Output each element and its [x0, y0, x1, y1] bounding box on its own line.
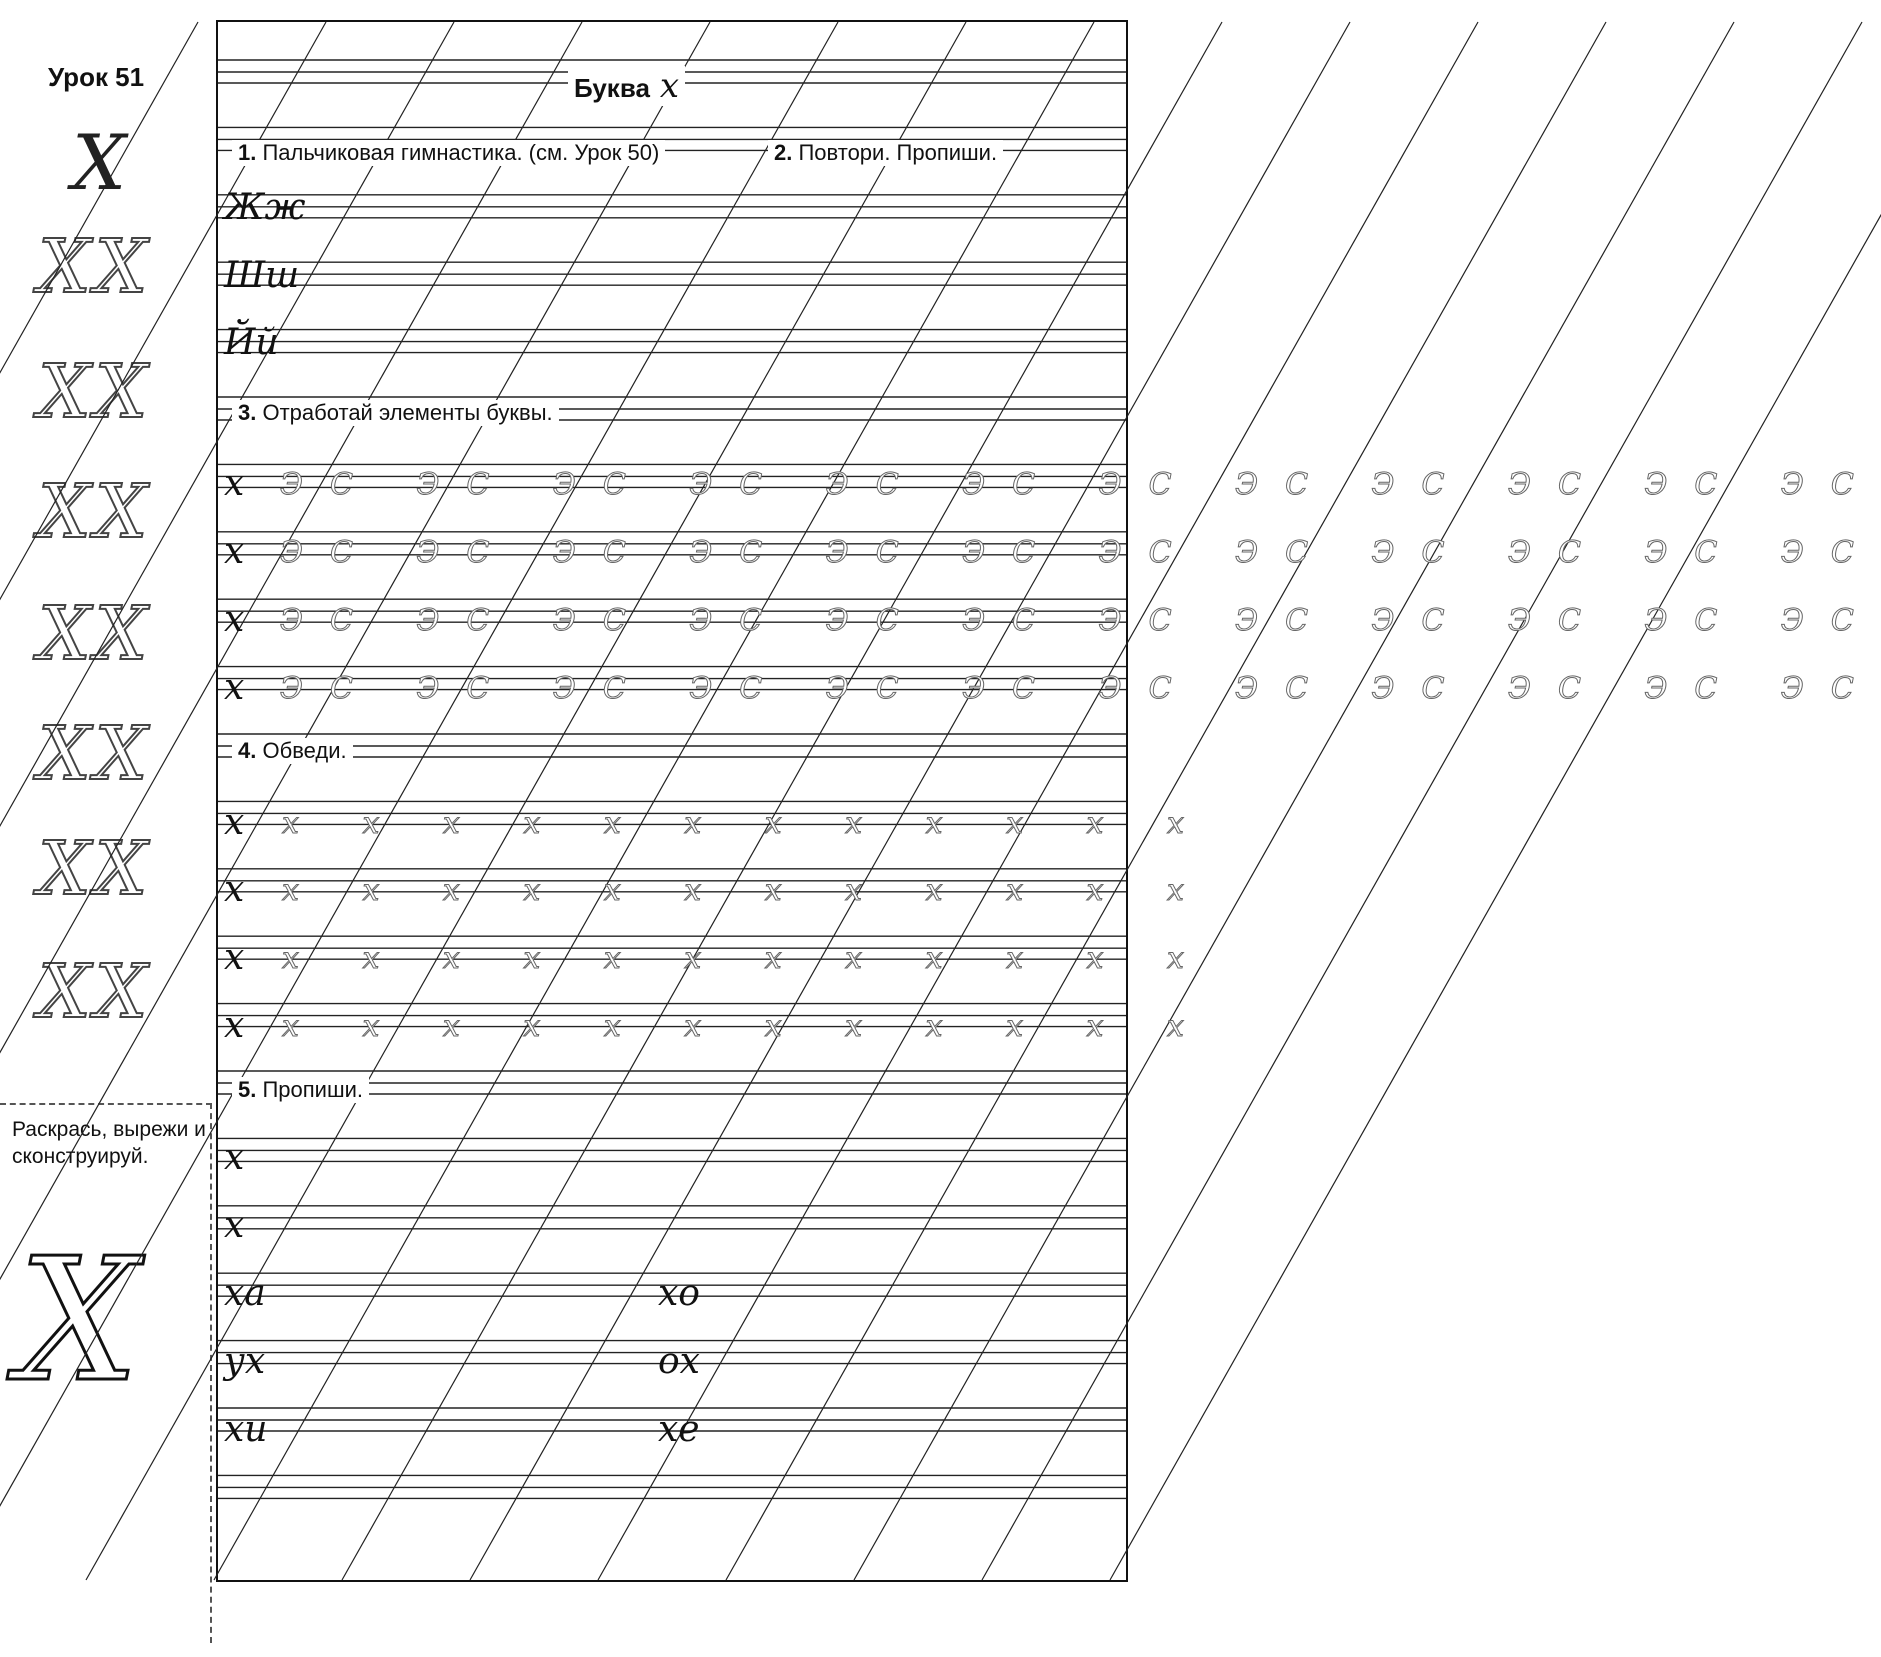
repeat-row-letters: Шш — [224, 255, 300, 296]
write-row-right: хе — [658, 1409, 700, 1450]
trace-row: х х х х х х х х х х х х — [282, 806, 1211, 841]
write-row-left: ха — [224, 1273, 266, 1314]
trace-row: х х х х х х х х х х х х — [282, 941, 1211, 976]
write-row-right: хо — [658, 1273, 700, 1314]
repeat-row-letters: Жж — [224, 187, 306, 228]
practice-letters: ХХ — [38, 469, 152, 555]
heading-letter: х — [659, 66, 680, 106]
practice-letters: ХХ — [38, 826, 152, 912]
element-trace-row: ЭС ЭС ЭС ЭС ЭС ЭС ЭС ЭС ЭС ЭС ЭС ЭС — [280, 603, 1881, 638]
task-1-label — [232, 140, 665, 166]
task-1-text: Пальчиковая гимнастика. (см. Урок 50) — [262, 140, 660, 165]
write-row-right: ох — [658, 1341, 700, 1382]
hero-letter: Х — [72, 118, 127, 207]
cutout-instruction: Раскрась, вырежи и сконструируй. — [12, 1118, 206, 1168]
element-trace-row: ЭС ЭС ЭС ЭС ЭС ЭС ЭС ЭС ЭС ЭС ЭС ЭС — [280, 467, 1881, 502]
element-trace-row: ЭС ЭС ЭС ЭС ЭС ЭС ЭС ЭС ЭС ЭС ЭС ЭС — [280, 671, 1881, 706]
lesson-title: Урок 51 — [48, 62, 145, 92]
trace-row-letter: х — [224, 937, 245, 978]
write-row-left: ух — [224, 1341, 266, 1382]
task-2-number: 2. — [774, 140, 793, 165]
practice-letters: ХХ — [38, 711, 152, 797]
sheet-heading — [568, 66, 685, 106]
cutout-letter: Х — [18, 1222, 140, 1420]
trace-row: х х х х х х х х х х х х — [282, 873, 1211, 908]
task-2-label — [768, 140, 1003, 166]
task-4-label — [232, 738, 353, 764]
element-row-letter: х — [224, 599, 245, 640]
task-3-text: Отработай элементы буквы. — [262, 400, 553, 425]
trace-row-letter: х — [224, 869, 245, 910]
practice-letters: ХХ — [38, 591, 152, 677]
write-row-left: х — [224, 1205, 245, 1246]
task-5-number: 5. — [238, 1077, 257, 1102]
trace-row: х х х х х х х х х х х х — [282, 1009, 1211, 1044]
trace-row-letter: х — [224, 1005, 245, 1046]
element-row-letter: х — [224, 667, 245, 708]
task-3-number: 3. — [238, 400, 257, 425]
slant-line — [1110, 22, 1881, 1580]
element-row-letter: х — [224, 531, 245, 572]
practice-letters: ХХ — [38, 949, 152, 1035]
task-4-text: Обведи. — [262, 738, 347, 763]
heading-text: Буква — [574, 73, 650, 103]
task-3-label — [232, 400, 559, 426]
handwriting-sheet — [216, 20, 1881, 1582]
task-5-label — [232, 1077, 369, 1103]
element-trace-row: ЭС ЭС ЭС ЭС ЭС ЭС ЭС ЭС ЭС ЭС ЭС ЭС — [280, 535, 1881, 570]
task-2-text: Повтори. Пропиши. — [798, 140, 998, 165]
element-row-letter: х — [224, 463, 245, 504]
practice-letters: ХХ — [38, 224, 152, 310]
write-row-left: хи — [224, 1409, 268, 1450]
trace-row-letter: х — [224, 802, 245, 843]
write-row-left: х — [224, 1137, 245, 1178]
task-5-text: Пропиши. — [262, 1077, 364, 1102]
task-4-number: 4. — [238, 738, 257, 763]
repeat-row-letters: Йй — [224, 322, 279, 363]
task-1-number: 1. — [238, 140, 257, 165]
practice-letters: ХХ — [38, 349, 152, 435]
